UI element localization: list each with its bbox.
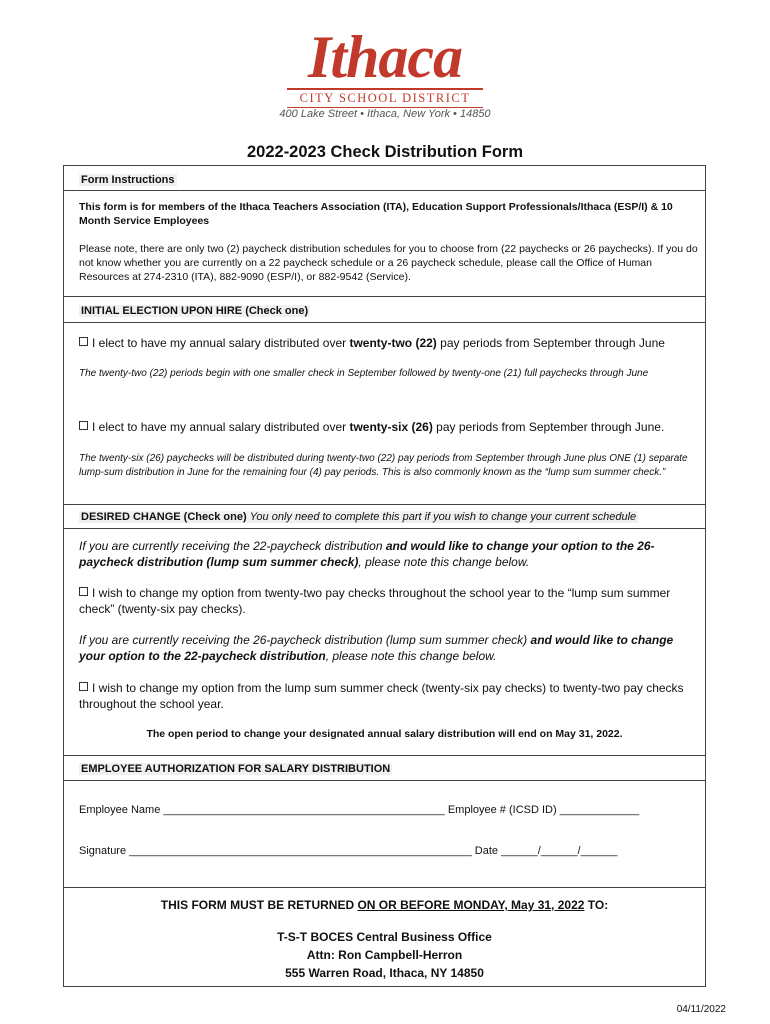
change-a-intro: If you are currently receiving the 22-paycheck distribution and would like to change your option to the 26- paycheck distribution (lump sum summer check), please note this change below.: [79, 539, 655, 569]
divider: [63, 528, 706, 529]
divider: [63, 322, 706, 323]
checkbox-22[interactable]: [79, 337, 88, 346]
authorization-heading: EMPLOYEE AUTHORIZATION FOR SALARY DISTRIBUTION: [81, 763, 391, 775]
change-b-intro: If you are currently receiving the 26-paycheck distribution (lump sum summer check) and would like to change your option to the 22-paycheck distribution, please note this change below.: [79, 633, 674, 663]
employee-name-field[interactable]: Employee Name ______________________________________________ Employee # (ICSD ID) _____________: [79, 804, 640, 816]
divider: [63, 296, 706, 297]
district-logo: [0, 24, 770, 108]
instructions-note: Please note, there are only two (2) paycheck distribution schedules for you to choose from (22 paychecks or 26 paychecks). If you do not know whether you are currently on a 22 paycheck schedule or a 26 paycheck schedule, please call the Office of Human Resources at 274-2310 (ITA), 882-9090 (ESP/I), or 882-9542 (Service).: [79, 243, 698, 283]
divider: [63, 504, 706, 505]
divider: [63, 887, 706, 888]
district-address: 400 Lake Street • Ithaca, New York • 14850: [279, 108, 491, 120]
instructions-heading: Form Instructions: [81, 174, 175, 186]
form-title: 2022-2023 Check Distribution Form: [246, 143, 523, 161]
deadline-note: The open period to change your designated annual salary distribution will end on May 31, 2022.: [146, 728, 623, 740]
option-22-note: The twenty-two (22) periods begin with one smaller check in September followed by twenty-one (21) full paychecks through June: [79, 368, 649, 379]
option-26-note: The twenty-six (26) paychecks will be distributed during twenty-two (22) pay periods from September through June plus ONE (1) separate lump-sum distribution in June for the remaining four (4) pay periods. This is also commonly known as the “lump sum summer check.”: [79, 453, 688, 478]
option-22-paychecks[interactable]: I elect to have my annual salary distributed over twenty-two (22) pay periods from September through June: [79, 335, 699, 351]
desired-change-heading: DESIRED CHANGE (Check one) You only need to complete this part if you wish to change your current schedule: [81, 511, 637, 523]
checkbox-change-22[interactable]: [79, 682, 88, 691]
initial-election-heading: INITIAL ELECTION UPON HIRE (Check one): [81, 305, 309, 317]
return-instruction: THIS FORM MUST BE RETURNED ON OR BEFORE MONDAY, May 31, 2022 TO:: [160, 898, 609, 912]
checkbox-change-26[interactable]: [79, 587, 88, 596]
logo-wordmark: Ithaca: [307, 24, 463, 90]
instructions-intro: This form is for members of the Ithaca Teachers Association (ITA), Education Support Professionals/Ithaca (ESP/I) & 10 Month Service Employees: [79, 201, 673, 227]
logo-subtitle: CITY SCHOOL DISTRICT: [287, 88, 483, 108]
return-address: T-S-T BOCES Central Business Office Attn: Ron Campbell-Herron 555 Warren Road, Ithaca, NY 14850: [277, 930, 492, 980]
change-to-26-option[interactable]: I wish to change my option from twenty-two pay checks throughout the school year to the “lump sum summer check” (twenty-six pay checks).: [79, 586, 671, 616]
signature-field[interactable]: Signature ________________________________________________________ Date ______/______/______: [79, 845, 618, 857]
revision-date: 04/11/2022: [676, 1004, 726, 1015]
divider: [63, 190, 706, 191]
divider: [63, 755, 706, 756]
divider: [63, 780, 706, 781]
option-26-paychecks[interactable]: I elect to have my annual salary distributed over twenty-six (26) pay periods from September through June.: [79, 419, 699, 435]
checkbox-26[interactable]: [79, 421, 88, 430]
change-to-22-option[interactable]: I wish to change my option from the lump sum summer check (twenty-six pay checks) to twenty-two pay checks throughout the school year.: [79, 681, 684, 711]
form-frame: [63, 165, 706, 987]
